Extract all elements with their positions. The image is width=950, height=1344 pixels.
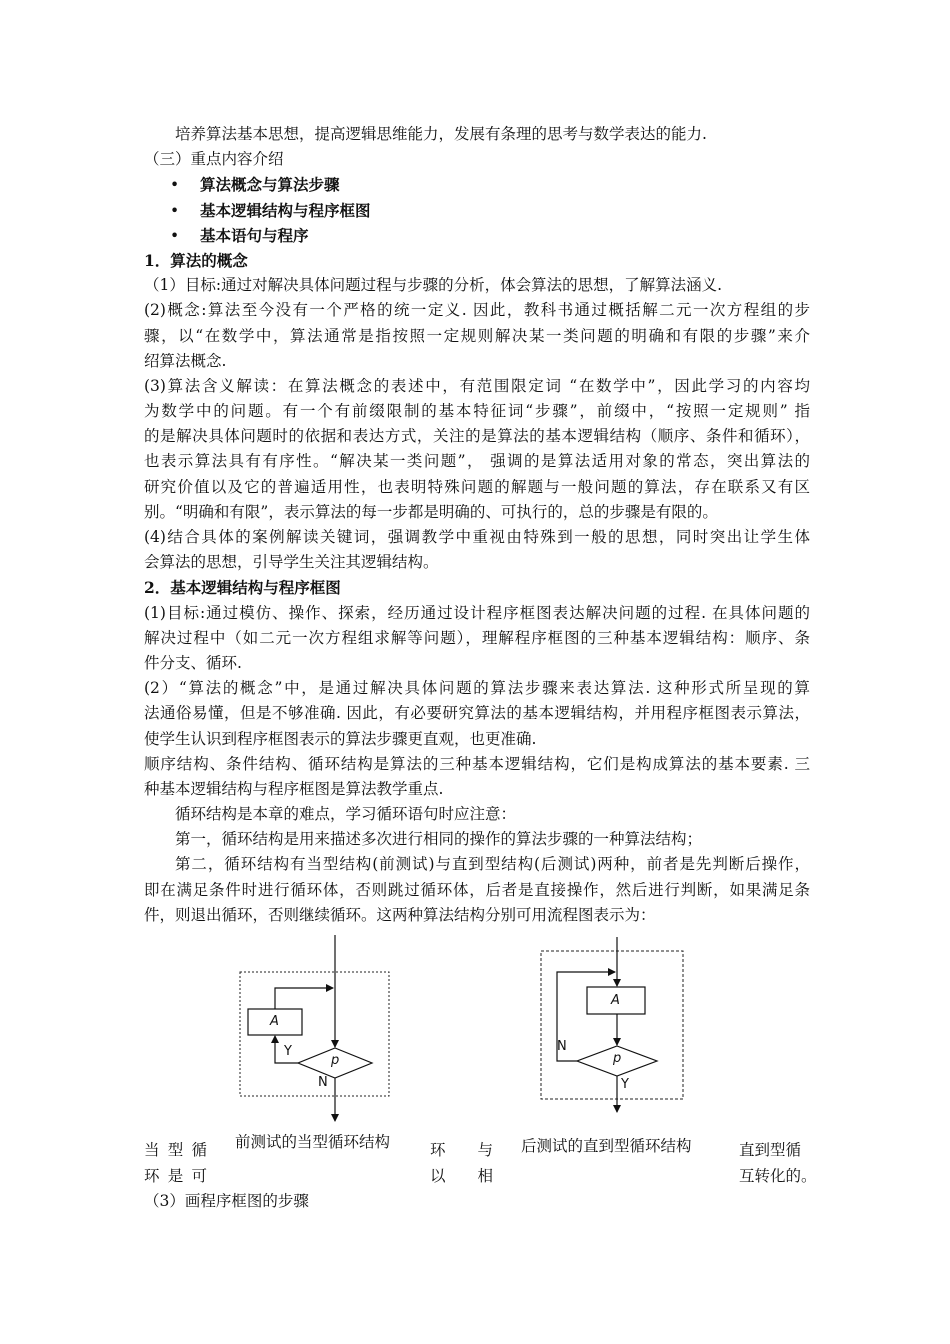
document-body — [144, 122, 810, 928]
flowchart-until-loop — [535, 937, 695, 1127]
paragraph-line: (1)目标:通过模仿、操作、探索，经历通过设计程序框图表达解决问题的过程. 在具体问题的 — [144, 603, 810, 622]
paragraph-line: 也表示算法具有有序性。“解决某一类问题”， 强调的是算法适用对象的常态，突出算法的 — [144, 452, 810, 471]
text-fragment: 环 与 — [430, 1141, 493, 1159]
paragraph-line: 使学生认识到程序框图表示的算法步骤更直观，也更准确. — [144, 729, 537, 748]
paragraph-line: 研究价值以及它的普遍适用性，也表明特殊问题的解题与一般问题的算法，存在联系又有区 — [144, 477, 810, 496]
paragraph-line: （1）目标:通过对解决具体问题过程与步骤的分析，体会算法的思想，了解算法涵义. — [144, 276, 723, 295]
paragraph-line: 骤，以“在数学中，算法通常是指按照一定规则解决某一类问题的明确和有限的步骤”来介 — [144, 326, 810, 345]
bullet-item: • 算法概念与算法步骤 — [144, 172, 810, 197]
bullet-icon: • — [170, 201, 180, 220]
flowchart-until-svg — [535, 937, 695, 1127]
paragraph-line: (4)结合具体的案例解读关键词，强调教学中重视由特殊到一般的思想，同时突出让学生体 — [144, 528, 810, 546]
process-label: A — [270, 1014, 279, 1029]
flowchart-while-loop — [230, 935, 400, 1125]
text-fragment: 环 是 可 — [144, 1167, 207, 1185]
paragraph-line: 顺序结构、条件结构、循环结构是算法的三种基本逻辑结构，它们是构成算法的基本要素. 三 — [144, 754, 810, 773]
text-fragment: 互转化的。 — [739, 1167, 817, 1185]
loop-boundary-dashed — [541, 951, 683, 1099]
subsection-heading: 2．基本逻辑结构与程序框图 — [144, 578, 341, 598]
paragraph-line: 种基本逻辑结构与程序框图是算法教学重点. — [144, 779, 444, 798]
section-heading: （三）重点内容介绍 — [144, 150, 284, 169]
paragraph-line: 件，则退出循环，否则继续循环。这两种算法结构分别可用流程图表示为： — [144, 905, 656, 924]
no-label: N — [318, 1075, 328, 1090]
subsection-heading: 1．算法的概念 — [144, 250, 248, 270]
paragraph-line: 培养算法基本思想，提高逻辑思维能力，发展有条理的思考与数学表达的能力. — [175, 125, 707, 143]
paragraph-line: 法通俗易懂，但是不够准确. 因此，有必要研究算法的基本逻辑结构，并用程序框图表示算法， — [144, 704, 810, 723]
paragraph-line: 第二，循环结构有当型结构(前测试)与直到型结构(后测试)两种，前者是先判断后操作， — [175, 855, 810, 874]
paragraph-line: 绍算法概念. — [144, 351, 227, 370]
paragraph-line: 的是解决具体问题时的依据和表达方式，关注的是算法的基本逻辑结构（顺序、条件和循环）， — [144, 427, 810, 446]
paragraph-line: 为数学中的问题。有一个有前缀限制的基本特征词“步骤”，前缀中，“按照一定规则” 指 — [144, 402, 810, 421]
flowchart-caption-until: 后测试的直到型循环结构 — [521, 1137, 692, 1155]
paragraph-line: 解决过程中（如二元一次方程组求解等问题），理解程序框图的三种基本逻辑结构：顺序、条 — [144, 628, 810, 647]
flow-arrow — [275, 988, 333, 1009]
decision-label: p — [331, 1053, 340, 1068]
paragraph-line: (3)算法含义解读：在算法概念的表述中，有范围限定词 “在数学中”，因此学习的内容均 — [144, 376, 810, 395]
flowchart-caption-while: 前测试的当型循环结构 — [235, 1133, 391, 1151]
bullet-icon: • — [170, 226, 180, 245]
bullet-icon: • — [170, 176, 180, 195]
subsection-heading: （3）画程序框图的步骤 — [144, 1192, 309, 1210]
yes-label: Y — [284, 1044, 292, 1059]
decision-label: p — [613, 1051, 622, 1066]
paragraph-line: 别。“明确和有限”，表示算法的每一步都是明确的、可执行的，总的步骤是有限的。 — [144, 502, 718, 521]
paragraph-line: 循环结构是本章的难点，学习循环语句时应注意： — [175, 805, 517, 824]
text-fragment: 当 型 循 — [144, 1141, 207, 1159]
paragraph-line: 第一，循环结构是用来描述多次进行相同的操作的算法步骤的一种算法结构； — [175, 830, 703, 849]
text-fragment: 以 相 — [430, 1167, 493, 1185]
paragraph-line: (2)概念:算法至今没有一个严格的统一定义. 因此，教科书通过概括解二元一次方程组的步 — [144, 301, 810, 320]
bullet-item: • 基本逻辑结构与程序框图 — [144, 198, 810, 223]
text-fragment: 直到型循 — [739, 1141, 802, 1159]
flowchart-while-svg — [230, 935, 400, 1125]
bullet-item: • 基本语句与程序 — [144, 223, 810, 248]
no-label: N — [557, 1039, 567, 1054]
paragraph-line: 会算法的思想，引导学生关注其逻辑结构。 — [144, 553, 439, 572]
process-label: A — [611, 993, 620, 1008]
paragraph-line: 件分支、循环. — [144, 653, 242, 672]
yes-label: Y — [621, 1077, 629, 1092]
paragraph-line: (2）“算法的概念”中，是通过解决具体问题的算法步骤来表达算法. 这种形式所呈现的算 — [144, 679, 810, 698]
paragraph-line: 即在满足条件时进行循环体，否则跳过循环体，后者是直接操作，然后进行判断，如果满足条 — [144, 880, 810, 899]
